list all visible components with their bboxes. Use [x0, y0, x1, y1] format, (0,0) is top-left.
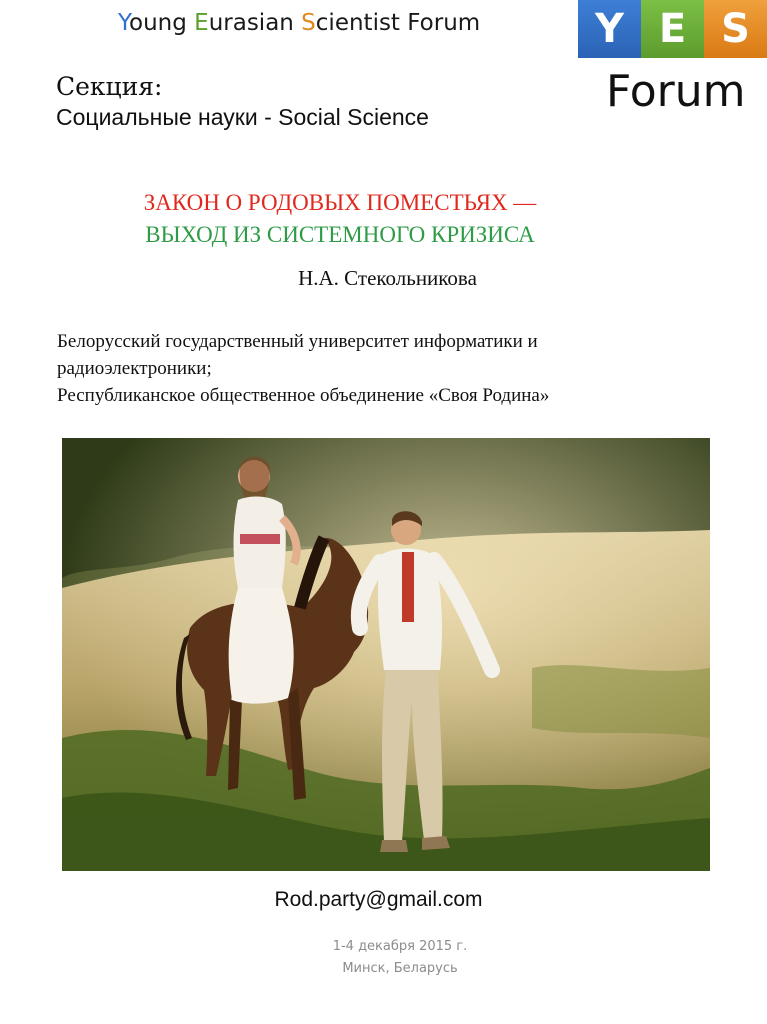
section-name: Социальные науки - Social Science — [56, 104, 429, 130]
affiliation-line: Республиканское общественное объединение «Своя Родина» — [57, 385, 550, 406]
logo-tile-s: S — [704, 0, 767, 58]
yes-forum-logo — [578, 0, 767, 58]
affiliation — [57, 328, 697, 409]
forum-title-word-scientist-forum: cientist Forum — [315, 10, 481, 36]
forum-title-initial-s: S — [301, 10, 316, 36]
affiliation-line: радиоэлектроники; — [57, 358, 212, 379]
logo-tile-e: E — [641, 0, 704, 58]
paper-title-line-1: ЗАКОН О РОДОВЫХ ПОМЕСТЬЯХ — — [143, 190, 537, 215]
event-place: Минск, Беларусь — [342, 961, 458, 976]
forum-title-word-young: oung — [129, 10, 195, 36]
paper-title-line-2: ВЫХОД ИЗ СИСТЕМНОГО КРИЗИСА — [145, 222, 535, 247]
event-dates: 1-4 декабря 2015 г. — [332, 939, 468, 954]
forum-title-initial-y: Y — [118, 10, 129, 36]
forum-title-initial-e: E — [194, 10, 209, 36]
forum-title-word-eurasian: urasian — [208, 10, 302, 36]
meadow-horse-photo — [62, 438, 710, 871]
section-label: Секция: — [56, 72, 163, 101]
affiliation-line: Белорусский государственный университет информатики и — [57, 331, 538, 352]
contact-email[interactable]: Rod.party@gmail.com — [274, 888, 483, 911]
forum-title — [118, 10, 480, 36]
logo-forum-word: Forum — [606, 66, 746, 117]
author-name: Н.А. Стекольникова — [298, 266, 477, 290]
logo-tile-y: Y — [578, 0, 641, 58]
